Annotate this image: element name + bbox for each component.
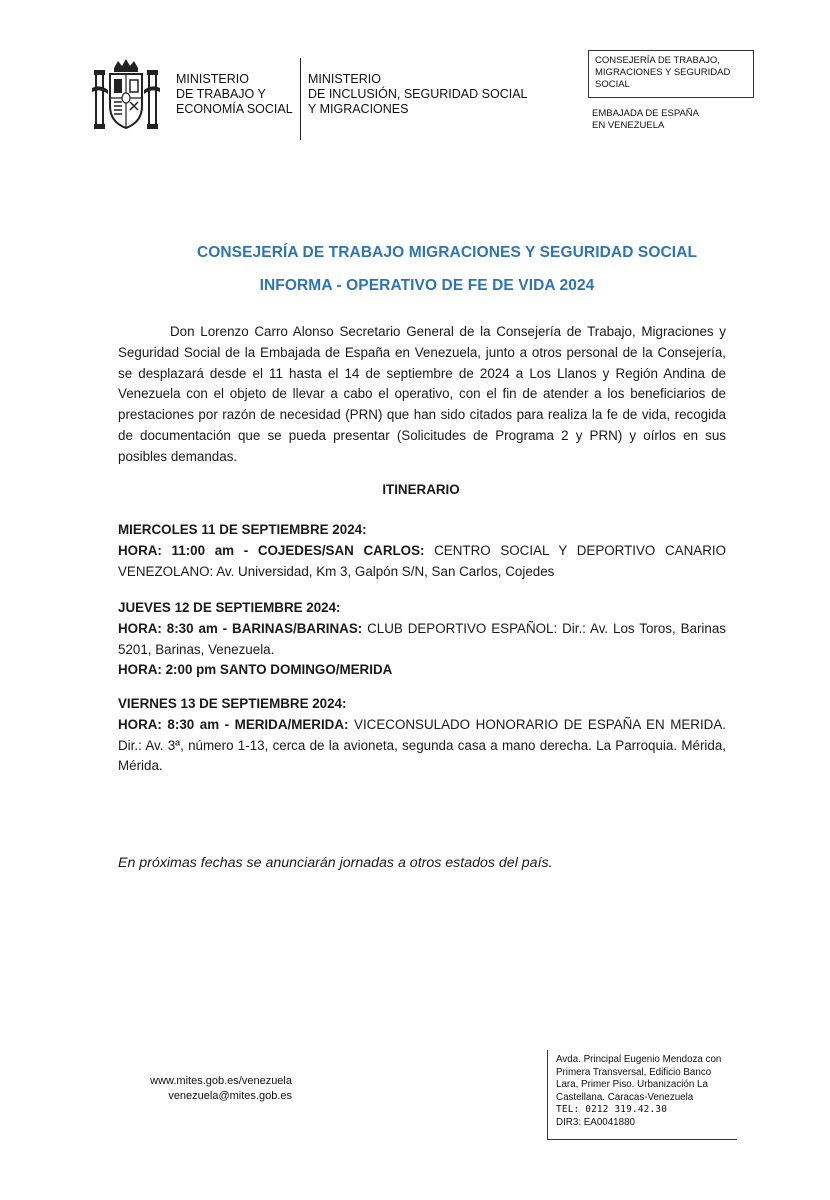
intro-paragraph: Don Lorenzo Carro Alonso Secretario General de la Consejería de Trabajo, Migraciones y Seguridad Social de la Embajada de España en Venezuela, junto a otros personal de la Consejería, se desplazará desde el 11 hasta el 14 de septiembre de 2024 a Los Llanos y Región Andina de Venezuela con el objeto de llevar a cabo el operativo, con el fin de atender a los beneficiarios de prestaciones por razón de necesidad (PRN) que han sido citados para realiza la fe de vida, recogida de documentación que se pueda presentar (Solicitudes de Programa 2 y PRN) y oírlos en sus posibles demandas.	[118, 324, 726, 464]
day-time-2: HORA: 2:00 pm SANTO DOMINGO/MERIDA	[118, 662, 393, 678]
closing-note: En próximas fechas se anunciarán jornadas a otros estados del país.	[118, 855, 553, 871]
footer-contact	[120, 1074, 292, 1104]
website-link[interactable]: www.mites.gob.es/venezuela	[150, 1075, 292, 1087]
document-subtitle: INFORMA - OPERATIVO DE FE DE VIDA 2024	[259, 277, 595, 294]
embassy-label: EMBAJADA DE ESPAÑA EN VENEZUELA	[592, 108, 699, 131]
day-date: JUEVES 12 DE SEPTIEMBRE 2024:	[118, 600, 341, 615]
day-place: CENTRO SOCIAL Y DEPORTIVO CANARIO	[424, 542, 727, 558]
itinerary-day-3	[118, 694, 726, 777]
day-time: HORA: 8:30 am - MERIDA/MERIDA:	[118, 716, 349, 732]
dir3-code: DIR3: EA0041880	[556, 1116, 635, 1128]
ministry-trabajo-label: MINISTERIO DE TRABAJO Y ECONOMÍA SOCIAL	[176, 72, 293, 116]
day-time: HORA: 8:30 am - BARINAS/BARINAS:	[118, 620, 363, 636]
header-divider	[300, 58, 301, 140]
day-time: HORA: 11:00 am - COJEDES/SAN CARLOS:	[118, 542, 425, 558]
day-date: MIERCOLES 11 DE SEPTIEMBRE 2024:	[118, 522, 367, 537]
day-date: VIERNES 13 DE SEPTIEMBRE 2024:	[118, 696, 347, 711]
itinerary-day-2	[118, 598, 726, 681]
day-place: CLUB DEPORTIVO ESPAÑOL: Dir.: Av. Los Toros, Barinas 5201, Barinas, Venezuela.	[118, 620, 726, 657]
consejeria-box: CONSEJERÍA DE TRABAJO, MIGRACIONES Y SEGURIDAD SOCIAL	[588, 50, 754, 98]
ministry-inclusion-label: MINISTERIO DE INCLUSIÓN, SEGURIDAD SOCIAL Y MIGRACIONES	[308, 72, 528, 116]
email-link[interactable]: venezuela@mites.gob.es	[168, 1090, 292, 1102]
footer-address-box: Avda. Principal Eugenio Mendoza con Primera Transversal, Edificio Banco Lara, Primer Piso. Urbanización La Castellana. Caracas-Venezuela TEL: 0212 319.42.30 DIR3: EA0041880	[547, 1050, 737, 1140]
phone-number: TEL: 0212 319.42.30	[556, 1104, 668, 1116]
day-address: VENEZOLANO: Av. Universidad, Km 3, Galpón S/N, San Carlos, Cojedes	[118, 563, 555, 579]
document-title: CONSEJERÍA DE TRABAJO MIGRACIONES Y SEGURIDAD SOCIAL	[196, 244, 698, 261]
spain-coat-of-arms-icon	[92, 58, 160, 132]
itinerary-heading: ITINERARIO	[382, 482, 460, 497]
itinerary-day-1	[118, 520, 726, 582]
day-place: VICECONSULADO HONORARIO DE ESPAÑA EN MERIDA. Dir.: Av. 3ª, número 1-13, cerca de la avioneta, segunda casa a mano derecha. La Parroquia. Mérida, Mérida.	[118, 716, 726, 774]
